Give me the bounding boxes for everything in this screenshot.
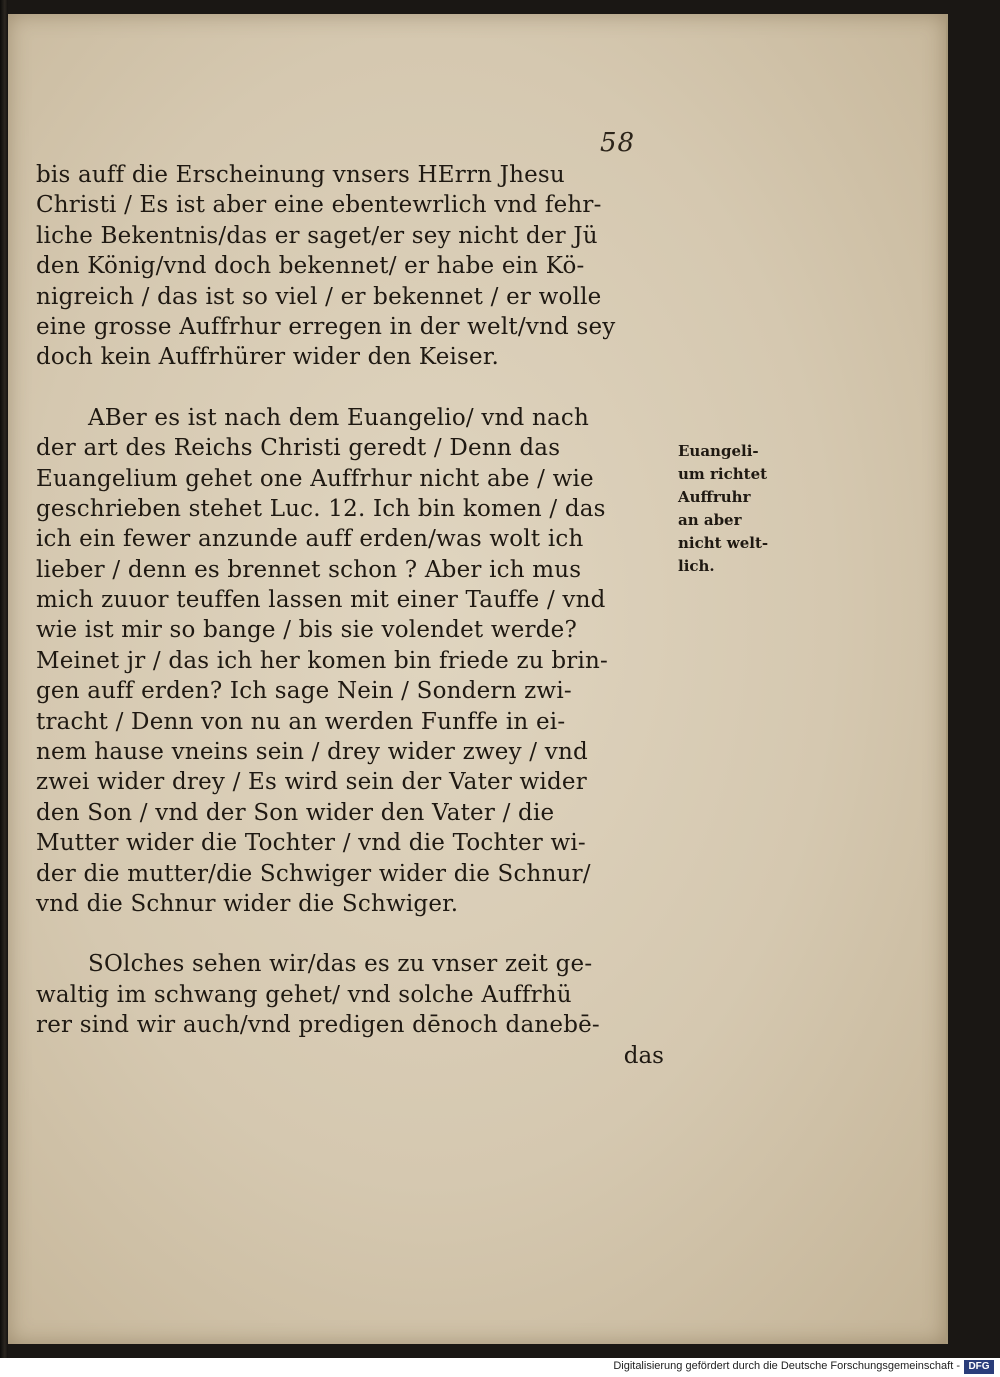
margin-line: lich. — [678, 557, 715, 575]
text-line: gen auff erden? Ich sage Nein / Sondern zwi- — [36, 678, 572, 705]
main-text-block — [36, 160, 676, 1071]
text-line: rer sind wir auch/vnd predigen dēnoch danebē- — [36, 1012, 600, 1039]
book-spine — [0, 0, 8, 1358]
funding-notice: Digitalisierung gefördert durch die Deutsche Forschungsgemeinschaft - — [613, 1360, 960, 1372]
text-line: nem hause vneins sein / drey wider zwey / vnd — [36, 739, 588, 766]
page-number: 58 — [600, 128, 636, 158]
text-line: der die mutter/die Schwiger wider die Schnur/ — [36, 860, 591, 887]
paragraph-3 — [36, 949, 676, 1040]
marginal-note — [678, 440, 798, 578]
text-line: den König/vnd doch bekennet/ er habe ein Kö- — [36, 253, 585, 280]
text-line: wie ist mir so bange / bis sie volendet werde? — [36, 617, 578, 644]
margin-line: an aber — [678, 511, 742, 529]
footer-bar — [0, 1358, 1000, 1377]
catchword: das — [623, 1042, 664, 1069]
text-line: zwei wider drey / Es wird sein der Vater wider — [36, 769, 587, 796]
text-line: doch kein Auffrhürer wider den Keiser. — [36, 344, 500, 371]
text-line: ABer es ist nach dem Euangelio/ vnd nach — [88, 404, 589, 431]
text-line: liche Bekentnis/das er saget/er sey nicht der Jü — [36, 222, 598, 249]
margin-line: um richtet — [678, 465, 768, 483]
margin-line: nicht welt- — [678, 534, 769, 552]
text-line: mich zuuor teuffen lassen mit einer Tauffe / vnd — [36, 587, 606, 614]
text-line: bis auff die Erscheinung vnsers HErrn Jhesu — [36, 162, 565, 188]
text-line: nigreich / das ist so viel / er bekennet / er wolle — [36, 283, 602, 310]
paragraph-2 — [36, 403, 676, 920]
text-line: Christi / Es ist aber eine ebentewrlich vnd fehr- — [36, 192, 602, 219]
text-line: geschrieben stehet Luc. 12. Ich bin komen / das — [36, 495, 606, 522]
text-line: waltig im schwang gehet/ vnd solche Auffrhü — [36, 981, 572, 1008]
text-line: lieber / denn es brennet schon ? Aber ich mus — [36, 556, 582, 583]
margin-line: Euangeli- — [678, 442, 759, 460]
text-line: SOlches sehen wir/das es zu vnser zeit ge- — [88, 951, 593, 978]
text-line: Euangelium gehet one Auffrhur nicht abe / wie — [36, 465, 594, 492]
text-line: Meinet jr / das ich her komen bin friede zu brin- — [36, 647, 608, 674]
text-line: den Son / vnd der Son wider den Vater / die — [36, 799, 555, 826]
paragraph-1 — [36, 160, 676, 373]
text-line: der art des Reichs Christi geredt / Denn das — [36, 435, 561, 462]
margin-line: Auffruhr — [678, 488, 751, 506]
text-line: ich ein fewer anzunde auff erden/was wolt ich — [36, 526, 584, 553]
dfg-logo: DFG — [964, 1360, 994, 1374]
text-line: eine grosse Auffrhur erregen in der welt/vnd sey — [36, 313, 616, 340]
text-line: vnd die Schnur wider die Schwiger. — [36, 890, 459, 917]
text-line: tracht / Denn von nu an werden Funffe in ei- — [36, 708, 566, 735]
text-line: Mutter wider die Tochter / vnd die Tochter wi- — [36, 830, 586, 857]
